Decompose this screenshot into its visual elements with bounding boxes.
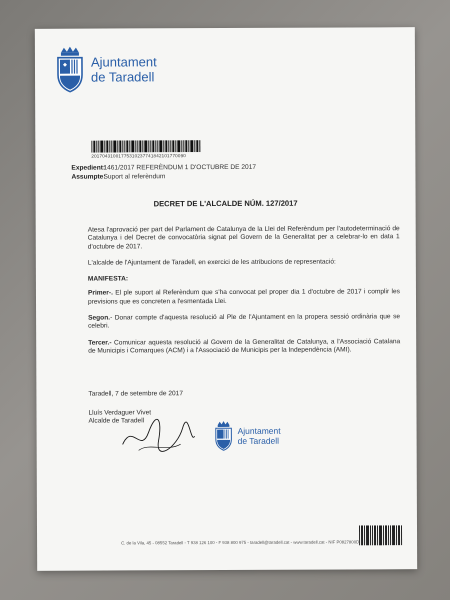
logo-line2: de Taradell: [90, 69, 155, 85]
manifesta-heading: MANIFESTA:: [87, 275, 129, 283]
paragraph-segon: [88, 313, 400, 331]
barcode-number: 20170431001775310237741842101770090: [91, 153, 186, 159]
decree-body: [88, 225, 401, 364]
stamp-logo: [213, 421, 281, 451]
handwritten-signature: [119, 414, 199, 456]
stamp-line1: Ajuntament: [237, 425, 281, 436]
footer-contact: C. de la Vila, 45 - 08552 Taradell - T 938 126 100 - F 938 800 975 - taradell@taradell.cat - www.taradell.cat - NIF P0827800D: [121, 539, 360, 546]
assumpte-row: [71, 172, 256, 181]
stamp-text: [238, 426, 281, 446]
paragraph-mayor: L'alcalde de l'Ajuntament de Taradell, en exercici de les atribucions de representació:: [87, 258, 336, 267]
place-date: Taradell, 7 de setembre de 2017: [88, 390, 184, 398]
tercer-text: Comunicar aquesta resolució al Govern de la Generalitat de Catalunya, a l'Associació Catalana de Municipis i Comarques (ACM) i a l'Associació de Municipis per la Independència (AMI).: [88, 337, 401, 355]
paragraph-preamble: Atesa l'aprovació per part del Parlament de Catalunya de la Llei del Referèndum per l'autodeterminació de Catalunya i del Decret de convocatòria signat pel Govern de la Generalitat per a celebrar-lo en data 1 d'octubre de 2017.: [87, 225, 400, 251]
signer-name: Lluís Verdaguer Vivet: [88, 409, 152, 417]
document-meta: [71, 164, 256, 182]
primer-label: Primer-.: [87, 289, 113, 298]
paragraph-tercer: [88, 338, 400, 356]
logo-text: [91, 54, 157, 84]
segon-label: Segon.: [88, 314, 111, 322]
stamp-line2: de Taradell: [237, 435, 280, 446]
expedient-label: Expedient:: [71, 164, 106, 172]
stamp-coat-of-arms-icon: [213, 421, 235, 451]
expedient-value: 1461/2017 REFERÈNDUM 1 D'OCTUBRE DE 2017: [103, 163, 257, 172]
logo-line1: Ajuntament: [90, 54, 157, 70]
coat-of-arms-icon: [53, 47, 87, 93]
signer-role: Alcalde de Taradell: [88, 417, 145, 425]
decree-title: DECRET DE L'ALCALDE NÚM. 127/2017: [153, 198, 298, 209]
paragraph-primer: [88, 289, 400, 307]
assumpte-value: Suport al referèndum: [103, 172, 166, 181]
primer-text: El ple suport al Referèndum que s'ha convocat pel proper dia 1 d'octubre de 2017 i complir les previsions que es concreten a l'esmentada Llei.: [87, 288, 400, 306]
barcode-icon: [91, 140, 201, 152]
document-page: [35, 27, 417, 571]
assumpte-label: Assumpte:: [71, 173, 106, 181]
municipal-logo: [53, 46, 157, 92]
segon-text: - Donar compte d'aquesta resolució al Ple de l'Ajuntament en la propera sessió ordinària que se celebri.: [88, 313, 401, 330]
tercer-label: Tercer.-: [88, 339, 112, 347]
expedient-row: [71, 164, 256, 173]
footer-barcode-icon: [359, 525, 403, 545]
